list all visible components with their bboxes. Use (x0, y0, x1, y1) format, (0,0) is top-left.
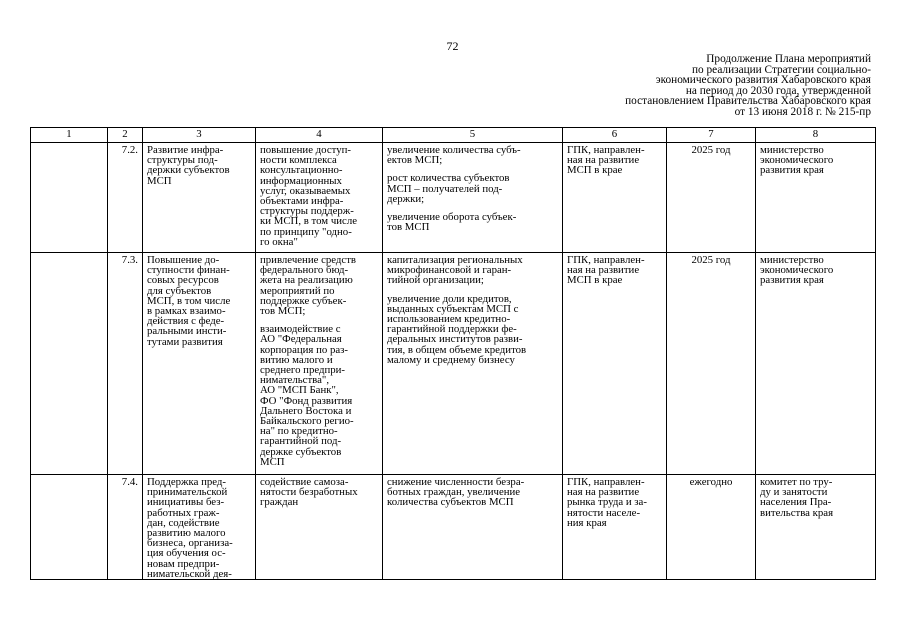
plan-table (30, 127, 876, 580)
item-number-cell (108, 143, 143, 253)
item-number-cell (108, 253, 143, 475)
measure-name-cell (143, 253, 256, 475)
deadline-text: ежегодно (689, 476, 733, 488)
column-header: 7 (667, 128, 756, 143)
document-header (541, 54, 871, 118)
empty-cell (31, 475, 108, 580)
responsible-executor-text: комитет по тру- ду и занятости населения Пра- вительства края (760, 476, 834, 519)
header-line: от 13 июня 2018 г. № 215-пр (734, 105, 871, 118)
deadline-text: 2025 год (691, 144, 731, 156)
item-number-text: 7.2. (121, 144, 138, 156)
expected-result-paragraph: увеличение доли кредитов, выданных субъектам МСП с использованием кредитно- гарантийной поддержки фе- деральных институтов разви- тия, в общем объеме кредитов малому и среднему бизнесу (387, 292, 527, 366)
table-row (31, 143, 876, 253)
responsible-executor-cell (756, 253, 876, 475)
deadline-cell (667, 143, 756, 253)
program-document-cell (563, 253, 667, 475)
column-header: 4 (256, 128, 383, 143)
mechanism-cell (256, 253, 383, 475)
column-header: 3 (143, 128, 256, 143)
responsible-executor-text: министерство экономического развития края (760, 144, 834, 177)
measure-name-text: Повышение до- ступности финан- совых ресурсов для субъектов МСП, в том числе в рамках взаимо- действия с феде- ральными инсти- тутами развития (147, 254, 231, 348)
program-document-cell (563, 475, 667, 580)
mechanism-paragraph: повышение доступ- ности комплекса консультационно- информационных услуг, оказываемых объектами инфра- структуры поддерж- ки МСП, в том числе по принципу "одно- го окна" (260, 144, 357, 248)
column-header: 1 (31, 128, 108, 143)
item-number-text: 7.3. (121, 254, 138, 266)
deadline-cell (667, 253, 756, 475)
column-number-row (31, 128, 876, 143)
column-header: 2 (108, 128, 143, 143)
program-document-text: ГПК, направлен- ная на развитие МСП в крае (567, 144, 645, 177)
empty-cell (31, 143, 108, 253)
program-document-text: ГПК, направлен- ная на развитие рынка труда и за- нятости населе- ния края (567, 476, 647, 529)
table-row (31, 253, 876, 475)
mechanism-cell (256, 475, 383, 580)
measure-name-text: Развитие инфра- структуры под- держки субъектов МСП (147, 144, 230, 187)
responsible-executor-text: министерство экономического развития края (760, 254, 834, 287)
table-row (31, 475, 876, 580)
header-line: на период до 2030 года, утвержденной (685, 84, 871, 97)
program-document-cell (563, 143, 667, 253)
header-line: по реализации Стратегии социально- (692, 63, 871, 76)
measure-name-text: Поддержка пред- принимательской инициативы без- работных граж- дан, содействие развитию малого бизнеса, организа- ция обучения ос- новам предпри- нимательской дея- (147, 476, 233, 580)
mechanism-paragraph: привлечение средств федерального бюд- жета на реализацию мероприятий по поддержке субъек- тов МСП; (260, 254, 357, 318)
mechanism-paragraph: взаимодействие с АО "Федеральная корпорация по раз- витию малого и среднего предпри- нимательства", АО "МСП Банк", ФО "Фонд развития Дальнего Востока и Байкальского регио- на" по кредитно- гарантийной под- держке субъектов МСП (260, 323, 354, 468)
expected-result-cell (383, 253, 563, 475)
expected-result-paragraph: увеличение количества субъ- ектов МСП; (387, 144, 521, 167)
expected-result-cell (383, 475, 563, 580)
header-line: постановлением Правительства Хабаровского края (625, 95, 871, 108)
mechanism-cell (256, 143, 383, 253)
responsible-executor-cell (756, 475, 876, 580)
expected-result-paragraph: увеличение оборота субъек- тов МСП (387, 211, 517, 234)
page-number: 72 (446, 39, 459, 53)
column-header: 5 (383, 128, 563, 143)
mechanism-paragraph: содействие самоза- нятости безработных граждан (260, 476, 358, 509)
column-header: 6 (563, 128, 667, 143)
expected-result-paragraph: рост количества субъектов МСП – получателей под- держки; (387, 172, 510, 205)
responsible-executor-cell (756, 143, 876, 253)
expected-result-cell (383, 143, 563, 253)
program-document-text: ГПК, направлен- ная на развитие МСП в крае (567, 254, 645, 287)
item-number-cell (108, 475, 143, 580)
expected-result-paragraph: снижение численности безра- ботных граждан, увеличение количества субъектов МСП (387, 476, 525, 509)
expected-result-paragraph: капитализация региональных микрофинансовой и гаран- тийной организации; (387, 254, 523, 287)
deadline-cell (667, 475, 756, 580)
measure-name-cell (143, 143, 256, 253)
empty-cell (31, 253, 108, 475)
measure-name-cell (143, 475, 256, 580)
header-line: Продолжение Плана мероприятий (706, 53, 871, 65)
column-header: 8 (756, 128, 876, 143)
header-line: экономического развития Хабаровского края (655, 74, 871, 87)
item-number-text: 7.4. (121, 476, 138, 488)
deadline-text: 2025 год (691, 254, 731, 266)
